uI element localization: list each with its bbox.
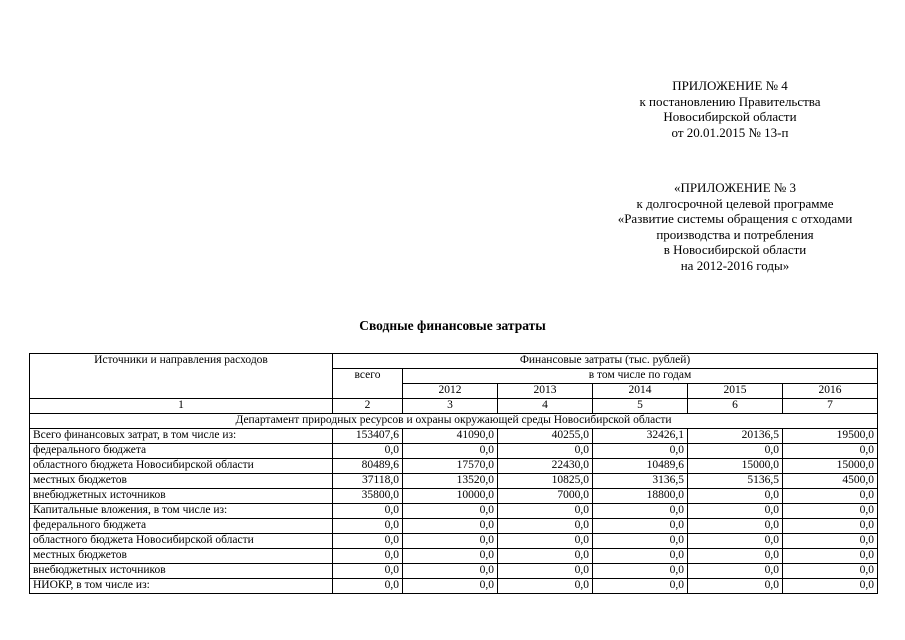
table-row <box>30 564 878 579</box>
row-year-value: 0,0 <box>783 549 878 564</box>
column-number: 4 <box>498 399 593 414</box>
row-total-value: 153407,6 <box>333 429 403 444</box>
row-year-value: 0,0 <box>783 444 878 459</box>
row-year-value: 7000,0 <box>498 489 593 504</box>
row-label: Всего финансовых затрат, в том числе из: <box>30 429 333 444</box>
column-number: 6 <box>688 399 783 414</box>
row-year-value: 0,0 <box>593 564 688 579</box>
row-total-value: 37118,0 <box>333 474 403 489</box>
header-sources: Источники и направления расходов <box>30 354 333 399</box>
appendix-3-header <box>595 180 875 273</box>
row-label: областного бюджета Новосибирской области <box>30 459 333 474</box>
table-row <box>30 444 878 459</box>
row-year-value: 41090,0 <box>403 429 498 444</box>
row-total-value: 0,0 <box>333 444 403 459</box>
row-year-value: 0,0 <box>403 549 498 564</box>
row-label: внебюджетных источников <box>30 564 333 579</box>
appendix-3-line: «Развитие системы обращения с отходами <box>617 211 853 226</box>
row-year-value: 0,0 <box>783 564 878 579</box>
table-row <box>30 429 878 444</box>
row-label: НИОКР, в том числе из: <box>30 579 333 594</box>
row-label: местных бюджетов <box>30 549 333 564</box>
row-year-value: 0,0 <box>593 519 688 534</box>
row-year-value: 0,0 <box>688 564 783 579</box>
row-year-value: 3136,5 <box>593 474 688 489</box>
row-year-value: 0,0 <box>403 504 498 519</box>
row-year-value: 0,0 <box>403 444 498 459</box>
table-header <box>30 354 878 429</box>
appendix-4-line: ПРИЛОЖЕНИЕ № 4 <box>672 78 788 93</box>
table-row <box>30 474 878 489</box>
row-year-value: 0,0 <box>498 504 593 519</box>
header-costs: Финансовые затраты (тыс. рублей) <box>333 354 878 369</box>
row-total-value: 0,0 <box>333 534 403 549</box>
header-year: 2016 <box>783 384 878 399</box>
row-year-value: 0,0 <box>688 534 783 549</box>
row-year-value: 0,0 <box>593 504 688 519</box>
row-year-value: 0,0 <box>403 564 498 579</box>
row-year-value: 22430,0 <box>498 459 593 474</box>
appendix-4-line: от 20.01.2015 № 13-п <box>671 124 789 140</box>
row-year-value: 13520,0 <box>403 474 498 489</box>
header-year: 2013 <box>498 384 593 399</box>
row-label: федерального бюджета <box>30 444 333 459</box>
row-year-value: 0,0 <box>688 519 783 534</box>
row-year-value: 10489,6 <box>593 459 688 474</box>
row-total-value: 0,0 <box>333 549 403 564</box>
row-year-value: 10000,0 <box>403 489 498 504</box>
appendix-3-line: к долгосрочной целевой программе <box>636 195 834 211</box>
row-label: областного бюджета Новосибирской области <box>30 534 333 549</box>
column-number: 5 <box>593 399 688 414</box>
row-year-value: 0,0 <box>498 564 593 579</box>
row-year-value: 0,0 <box>783 534 878 549</box>
row-year-value: 0,0 <box>783 519 878 534</box>
column-number: 7 <box>783 399 878 414</box>
appendix-3-line: в Новосибирской области <box>663 242 807 257</box>
table-row <box>30 579 878 594</box>
row-year-value: 0,0 <box>783 489 878 504</box>
row-year-value: 0,0 <box>498 534 593 549</box>
row-year-value: 0,0 <box>688 549 783 564</box>
row-year-value: 0,0 <box>593 549 688 564</box>
row-label: местных бюджетов <box>30 474 333 489</box>
row-year-value: 0,0 <box>498 549 593 564</box>
row-year-value: 4500,0 <box>783 474 878 489</box>
appendix-4-line: к постановлению Правительства <box>639 93 821 109</box>
row-year-value: 0,0 <box>688 489 783 504</box>
row-year-value: 0,0 <box>593 444 688 459</box>
column-number: 2 <box>333 399 403 414</box>
row-year-value: 32426,1 <box>593 429 688 444</box>
row-total-value: 35800,0 <box>333 489 403 504</box>
row-year-value: 5136,5 <box>688 474 783 489</box>
table-row <box>30 459 878 474</box>
row-year-value: 18800,0 <box>593 489 688 504</box>
table-row <box>30 489 878 504</box>
section-title: Департамент природных ресурсов и охраны окружающей среды Новосибирской области <box>30 414 878 429</box>
row-year-value: 0,0 <box>403 579 498 594</box>
row-total-value: 0,0 <box>333 579 403 594</box>
header-year: 2012 <box>403 384 498 399</box>
header-year: 2015 <box>688 384 783 399</box>
table-row <box>30 504 878 519</box>
row-total-value: 0,0 <box>333 519 403 534</box>
row-year-value: 0,0 <box>593 579 688 594</box>
appendix-4-line: Новосибирской области <box>663 109 797 124</box>
table-body <box>30 429 878 594</box>
row-label: внебюджетных источников <box>30 489 333 504</box>
header-total: всего <box>333 369 403 399</box>
row-year-value: 19500,0 <box>783 429 878 444</box>
row-year-value: 0,0 <box>783 504 878 519</box>
row-year-value: 0,0 <box>593 534 688 549</box>
row-total-value: 0,0 <box>333 504 403 519</box>
header-year: 2014 <box>593 384 688 399</box>
appendix-4-header <box>590 78 870 140</box>
row-year-value: 0,0 <box>498 519 593 534</box>
row-year-value: 0,0 <box>688 579 783 594</box>
row-year-value: 0,0 <box>403 534 498 549</box>
row-year-value: 20136,5 <box>688 429 783 444</box>
appendix-3-line: на 2012-2016 годы» <box>680 257 790 273</box>
table-row <box>30 519 878 534</box>
row-year-value: 0,0 <box>403 519 498 534</box>
column-number: 3 <box>403 399 498 414</box>
row-year-value: 0,0 <box>688 504 783 519</box>
appendix-3-line: «ПРИЛОЖЕНИЕ № 3 <box>673 180 797 195</box>
row-year-value: 15000,0 <box>783 459 878 474</box>
row-label: Капитальные вложения, в том числе из: <box>30 504 333 519</box>
row-year-value: 17570,0 <box>403 459 498 474</box>
row-year-value: 40255,0 <box>498 429 593 444</box>
table-row <box>30 549 878 564</box>
financial-costs-table <box>29 353 878 594</box>
row-label: федерального бюджета <box>30 519 333 534</box>
row-year-value: 0,0 <box>783 579 878 594</box>
column-number: 1 <box>30 399 333 414</box>
row-year-value: 15000,0 <box>688 459 783 474</box>
row-year-value: 10825,0 <box>498 474 593 489</box>
header-by-year: в том числе по годам <box>403 369 878 384</box>
appendix-3-line: производства и потребления <box>656 226 814 242</box>
row-year-value: 0,0 <box>498 444 593 459</box>
row-total-value: 80489,6 <box>333 459 403 474</box>
row-year-value: 0,0 <box>688 444 783 459</box>
row-year-value: 0,0 <box>498 579 593 594</box>
table-row <box>30 534 878 549</box>
document-title: Сводные финансовые затраты <box>359 318 546 333</box>
row-total-value: 0,0 <box>333 564 403 579</box>
